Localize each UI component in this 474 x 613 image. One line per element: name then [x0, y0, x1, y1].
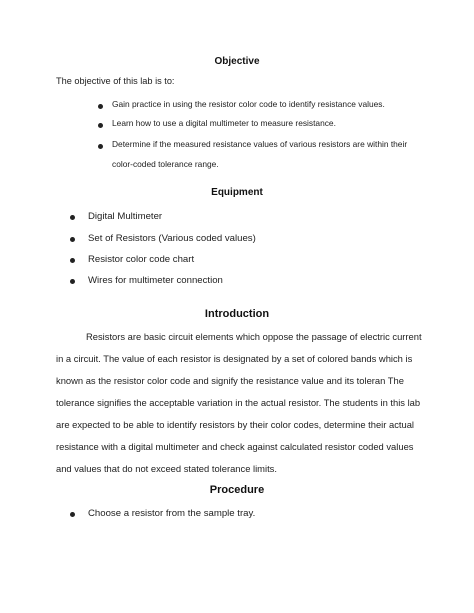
equipment-item: Digital Multimeter: [88, 211, 163, 222]
paragraph-line: tolerance signifies the acceptable variation in the actual resistor. The students in this lab: [56, 397, 421, 408]
bullet-icon: [70, 237, 75, 242]
procedure-heading: Procedure: [209, 484, 265, 496]
bullet-icon: [98, 123, 103, 128]
paragraph-line: known as the resistor color code and signify the resistance value and its toleran The: [56, 375, 404, 386]
objective-bullet-line: Learn how to use a digital multimeter to measure resistance.: [112, 118, 336, 128]
paragraph-line: are expected to be able to identify resistors by their color codes, determine their actual: [56, 419, 415, 430]
list-item: [70, 233, 256, 244]
objective-bullet-line: Determine if the measured resistance values of various resistors are within their: [112, 139, 408, 149]
bullet-icon: [70, 512, 75, 517]
objective-bullet-line: Gain practice in using the resistor color code to identify resistance values.: [112, 99, 385, 109]
bullet-icon: [70, 215, 75, 220]
list-item: [98, 140, 407, 174]
equipment-item: Set of Resistors (Various coded values): [88, 233, 256, 244]
paragraph-line: in a circuit. The value of each resistor is designated by a set of colored bands which is: [56, 353, 413, 364]
list-item: [70, 254, 194, 265]
list-item: [70, 275, 223, 286]
bullet-icon: [98, 104, 103, 109]
objective-bullet-line: color-coded tolerance range.: [112, 159, 219, 169]
paragraph-line: resistance with a digital multimeter and check against calculated resistor coded values: [56, 441, 414, 452]
bullet-icon: [70, 258, 75, 263]
list-item: [70, 211, 162, 222]
list-item: [70, 508, 255, 519]
objective-intro: The objective of this lab is to:: [56, 76, 175, 86]
paragraph-line: and values that do not exceed stated tolerance limits.: [56, 463, 277, 474]
procedure-item: Choose a resistor from the sample tray.: [88, 508, 256, 519]
list-item: [98, 119, 336, 133]
bullet-icon: [98, 144, 103, 149]
equipment-item: Wires for multimeter connection: [88, 275, 223, 286]
equipment-heading: Equipment: [211, 187, 263, 198]
list-item: [98, 100, 385, 114]
introduction-heading: Introduction: [204, 308, 270, 320]
objective-heading: Objective: [214, 56, 260, 67]
equipment-item: Resistor color code chart: [88, 254, 195, 265]
bullet-icon: [70, 279, 75, 284]
paragraph-line: Resistors are basic circuit elements which oppose the passage of electric current: [86, 331, 422, 342]
